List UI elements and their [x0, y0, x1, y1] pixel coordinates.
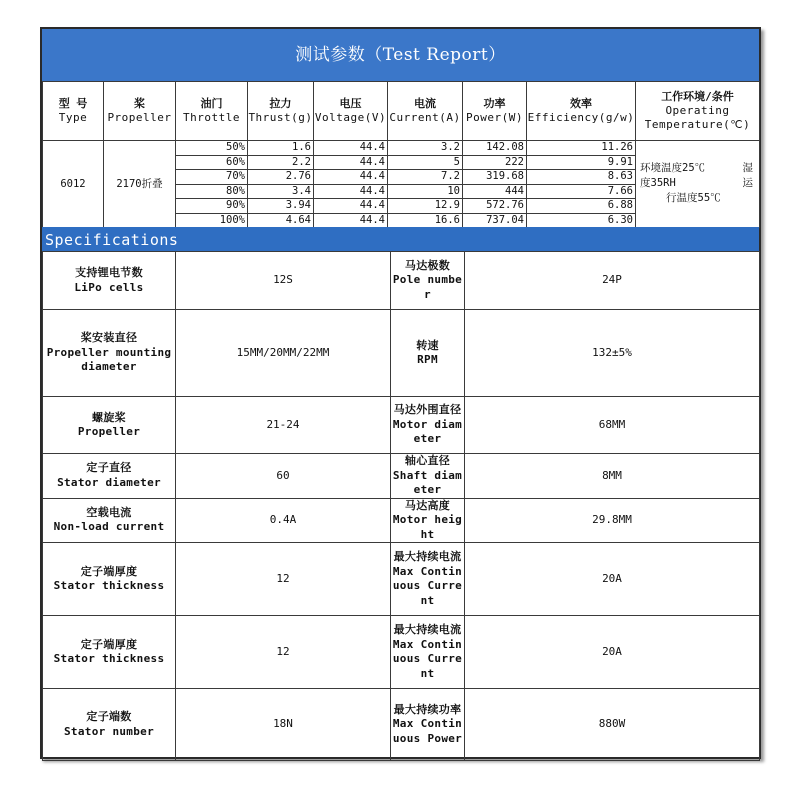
voltage-cell: 44.4 — [314, 199, 388, 214]
spec-value: 60 — [176, 454, 391, 499]
spec-row — [43, 498, 760, 543]
thrust-cell: 4.64 — [248, 213, 314, 228]
spec-label: 最大持续功率 Max Continuous Power — [391, 689, 465, 761]
spec-label: 定子端厚度 Stator thickness — [43, 543, 176, 616]
report-sheet — [40, 27, 761, 759]
specifications-table — [42, 251, 760, 761]
spec-row — [43, 252, 760, 310]
spec-label: 空载电流 Non-load current — [43, 498, 176, 543]
spec-label: 定子端数 Stator number — [43, 689, 176, 761]
efficiency-cell: 6.88 — [527, 199, 636, 214]
spec-row — [43, 310, 760, 397]
header-type: 型 号 Type — [43, 82, 104, 141]
test-report-table — [42, 81, 760, 228]
voltage-cell: 44.4 — [314, 184, 388, 199]
header-operating-temperature: 工作环境/条件 Operating Temperature(℃) — [636, 82, 760, 141]
specifications-heading: Specifications — [42, 227, 759, 251]
thrust-cell: 2.76 — [248, 170, 314, 185]
current-cell: 5 — [388, 155, 463, 170]
header-throttle: 油门 Throttle — [176, 82, 248, 141]
thrust-cell: 1.6 — [248, 141, 314, 156]
spec-value: 20A — [465, 543, 760, 616]
current-cell: 3.2 — [388, 141, 463, 156]
throttle-cell: 60% — [176, 155, 248, 170]
power-cell: 222 — [463, 155, 527, 170]
thrust-cell: 3.94 — [248, 199, 314, 214]
throttle-cell: 50% — [176, 141, 248, 156]
spec-value: 0.4A — [176, 498, 391, 543]
spec-value: 132±5% — [465, 310, 760, 397]
spec-value: 12S — [176, 252, 391, 310]
voltage-cell: 44.4 — [314, 155, 388, 170]
spec-label: 马达外围直径 Motor diameter — [391, 397, 465, 454]
environment-side-1: 湿 — [742, 162, 753, 174]
spec-row — [43, 454, 760, 499]
power-cell: 444 — [463, 184, 527, 199]
spec-value: 12 — [176, 616, 391, 689]
environment-line-2: 度35RH — [640, 177, 676, 189]
type-value: 6012 — [43, 141, 104, 228]
spec-value: 68MM — [465, 397, 760, 454]
spec-value: 18N — [176, 689, 391, 761]
spec-label: 轴心直径 Shaft diameter — [391, 454, 465, 499]
efficiency-cell: 9.91 — [527, 155, 636, 170]
spec-label: 马达极数 Pole number — [391, 252, 465, 310]
spec-value: 20A — [465, 616, 760, 689]
efficiency-cell: 8.63 — [527, 170, 636, 185]
power-cell: 319.68 — [463, 170, 527, 185]
throttle-cell: 80% — [176, 184, 248, 199]
efficiency-cell: 7.66 — [527, 184, 636, 199]
header-power: 功率 Power(W) — [463, 82, 527, 141]
power-cell: 572.76 — [463, 199, 527, 214]
spec-value: 8MM — [465, 454, 760, 499]
spec-value: 15MM/20MM/22MM — [176, 310, 391, 397]
report-title: 测试参数（Test Report） — [42, 29, 759, 81]
efficiency-cell: 11.26 — [527, 141, 636, 156]
environment-side-2: 运 — [742, 177, 753, 189]
current-cell: 10 — [388, 184, 463, 199]
throttle-cell: 90% — [176, 199, 248, 214]
thrust-cell: 2.2 — [248, 155, 314, 170]
spec-row — [43, 689, 760, 761]
header-voltage: 电压 Voltage(V) — [314, 82, 388, 141]
power-cell: 737.04 — [463, 213, 527, 228]
spec-label: 桨安装直径 Propeller mounting diameter — [43, 310, 176, 397]
header-current: 电流 Current(A) — [388, 82, 463, 141]
voltage-cell: 44.4 — [314, 170, 388, 185]
throttle-cell: 100% — [176, 213, 248, 228]
spec-label: 定子直径 Stator diameter — [43, 454, 176, 499]
header-thrust: 拉力 Thrust(g) — [248, 82, 314, 141]
efficiency-cell: 6.30 — [527, 213, 636, 228]
spec-label: 定子端厚度 Stator thickness — [43, 616, 176, 689]
environment-line-3: 行温度55℃ — [666, 192, 721, 204]
current-cell: 12.9 — [388, 199, 463, 214]
header-efficiency: 效率 Efficiency(g/w) — [527, 82, 636, 141]
spec-label: 支持锂电节数 LiPo cells — [43, 252, 176, 310]
environment-cell — [636, 141, 760, 228]
environment-line-1: 环境温度25℃ — [640, 162, 706, 174]
spec-value: 12 — [176, 543, 391, 616]
throttle-cell: 70% — [176, 170, 248, 185]
spec-value: 21-24 — [176, 397, 391, 454]
spec-label: 螺旋桨 Propeller — [43, 397, 176, 454]
spec-row — [43, 543, 760, 616]
test-row — [43, 141, 760, 156]
spec-label: 转速 RPM — [391, 310, 465, 397]
spec-row — [43, 397, 760, 454]
current-cell: 16.6 — [388, 213, 463, 228]
header-propeller: 桨 Propeller — [104, 82, 176, 141]
spec-label: 最大持续电流 Max Continuous Current — [391, 543, 465, 616]
voltage-cell: 44.4 — [314, 141, 388, 156]
thrust-cell: 3.4 — [248, 184, 314, 199]
propeller-value: 2170折叠 — [104, 141, 176, 228]
voltage-cell: 44.4 — [314, 213, 388, 228]
spec-value: 29.8MM — [465, 498, 760, 543]
spec-label: 最大持续电流 Max Continuous Current — [391, 616, 465, 689]
current-cell: 7.2 — [388, 170, 463, 185]
spec-row — [43, 616, 760, 689]
power-cell: 142.08 — [463, 141, 527, 156]
test-header-row — [43, 82, 760, 141]
spec-value: 24P — [465, 252, 760, 310]
spec-label: 马达高度 Motor height — [391, 498, 465, 543]
spec-value: 880W — [465, 689, 760, 761]
